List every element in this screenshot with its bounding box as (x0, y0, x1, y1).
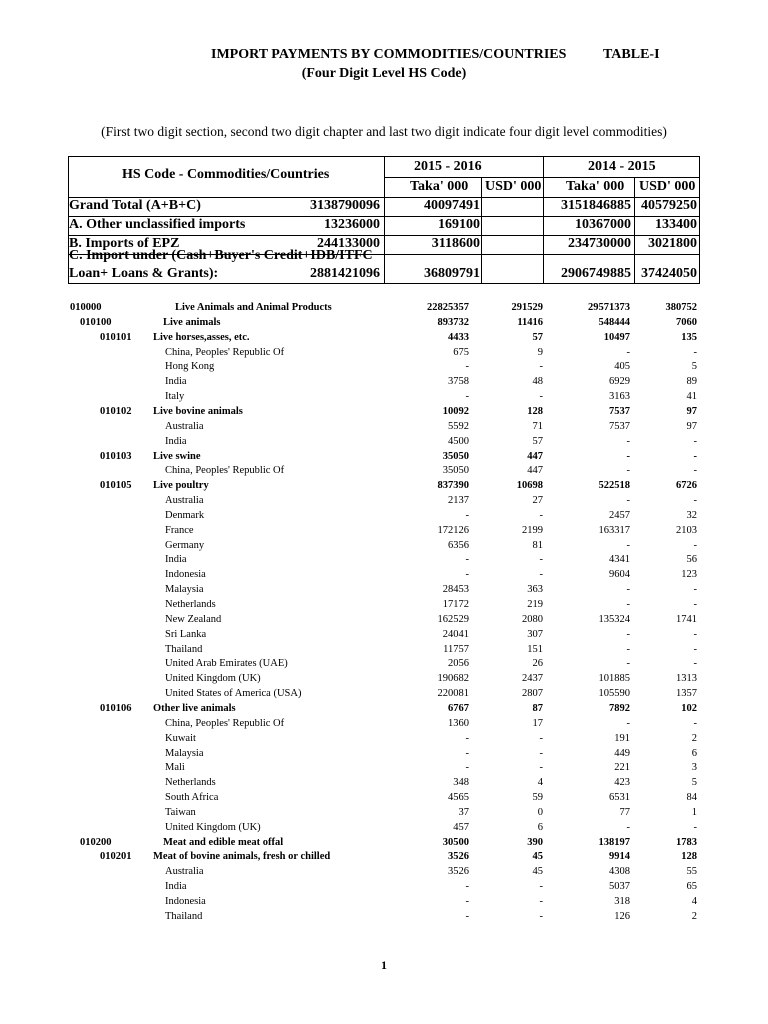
country-row (0, 359, 768, 374)
usd-2015-16: - (539, 762, 543, 774)
taka-2014-15: - (626, 584, 630, 596)
country-row (0, 775, 768, 790)
taka-2015-16: - (465, 747, 469, 759)
row-description: India (165, 376, 187, 388)
commodity-row (0, 300, 768, 315)
row-description: Netherlands (165, 777, 216, 789)
country-row (0, 538, 768, 553)
summary-row-label: Grand Total (A+B+C) (69, 198, 201, 213)
usd-2015-16: 2807 (522, 688, 543, 700)
summary-value: 36809791 (424, 266, 480, 281)
country-row (0, 419, 768, 434)
usd-2015-16: - (539, 554, 543, 566)
usd-2015-16: 26 (532, 658, 543, 670)
taka-2014-15: - (626, 450, 630, 462)
summary-value: 13236000 (324, 217, 380, 232)
summary-year2: 2014 - 2015 (588, 159, 656, 174)
row-description: Meat and edible meat offal (163, 836, 284, 848)
commodity-row (0, 449, 768, 464)
taka-2014-15: - (626, 346, 630, 358)
taka-2014-15: 7537 (609, 405, 630, 417)
usd-2015-16: 11416 (517, 316, 543, 328)
usd-2014-15: 32 (686, 509, 697, 521)
taka-2015-16: - (465, 881, 469, 893)
taka-2015-16: - (465, 896, 469, 907)
taka-2014-15: - (626, 599, 630, 610)
country-row (0, 345, 768, 360)
taka-2015-16: 28453 (442, 584, 469, 596)
country-row (0, 434, 768, 449)
country-row (0, 909, 768, 924)
usd-2014-15: 2 (691, 910, 697, 922)
summary-table (68, 156, 700, 284)
usd-2014-15: 102 (681, 702, 697, 714)
taka-2015-16: - (465, 762, 469, 774)
taka-2015-16: - (465, 391, 469, 403)
row-description: Thailand (165, 643, 203, 655)
taka-2014-15: 105590 (598, 688, 630, 700)
taka-2014-15: 3163 (609, 391, 630, 403)
usd-2014-15: - (693, 643, 697, 655)
taka-2014-15: 5037 (609, 881, 630, 893)
usd-2015-16: 2080 (522, 613, 543, 625)
row-description: Australia (165, 866, 204, 878)
usd-2015-16: 4 (537, 777, 543, 789)
commodity-row (0, 849, 768, 864)
hs-code: 010102 (100, 405, 132, 417)
usd-2015-16: 48 (532, 376, 543, 388)
row-description: Malaysia (165, 747, 204, 759)
row-description: South Africa (165, 792, 219, 804)
usd-2014-15: 65 (686, 881, 697, 893)
usd-2014-15: 7060 (676, 316, 697, 328)
hs-code: 010106 (100, 702, 132, 714)
taka-2015-16: 4433 (448, 331, 469, 343)
row-description: Live animals (163, 316, 221, 328)
taka-2015-16: 11757 (443, 643, 469, 655)
taka-2015-16: 37 (458, 806, 469, 818)
usd-2014-15: - (693, 599, 697, 610)
summary-value: 10367000 (575, 217, 631, 232)
summary-value: 3151846885 (561, 198, 631, 213)
row-description: France (165, 524, 194, 536)
usd-2015-16: 45 (532, 866, 543, 878)
usd-2014-15: - (693, 821, 697, 833)
taka-2015-16: 348 (453, 777, 469, 789)
country-row (0, 790, 768, 805)
row-description: United Kingdom (UK) (165, 673, 261, 685)
country-row (0, 879, 768, 894)
taka-2014-15: - (626, 435, 630, 447)
taka-2015-16: 35050 (442, 465, 469, 477)
taka-2015-16: 675 (453, 346, 469, 358)
usd-2014-15: - (693, 584, 697, 596)
usd-2014-15: 2103 (676, 524, 697, 536)
taka-2014-15: 29571373 (588, 302, 630, 313)
usd-2014-15: 84 (686, 792, 697, 804)
hs-code: 010201 (100, 851, 132, 863)
table-label: TABLE-I (603, 47, 660, 62)
taka-2014-15: 6929 (609, 376, 630, 388)
usd-2015-16: - (539, 896, 543, 907)
summary-value: 234730000 (568, 236, 631, 251)
row-description: Live Animals and Animal Products (175, 302, 332, 313)
row-description: New Zealand (165, 613, 222, 625)
usd-2015-16: 71 (532, 420, 543, 432)
taka-2015-16: - (465, 361, 469, 373)
country-row (0, 820, 768, 835)
row-description: Australia (165, 420, 204, 432)
usd-2015-16: 57 (532, 331, 543, 343)
taka-2015-16: 172126 (437, 524, 469, 536)
country-row (0, 671, 768, 686)
taka-2014-15: 135324 (598, 613, 630, 625)
usd-2014-15: - (693, 658, 697, 670)
summary-value: 40097491 (424, 198, 480, 213)
taka-2014-15: - (626, 628, 630, 640)
taka-2015-16: 3758 (448, 376, 469, 388)
taka-2015-16: 5592 (448, 420, 469, 432)
row-description: China, Peoples' Republic Of (165, 465, 285, 477)
usd-2014-15: 1 (691, 806, 697, 818)
row-description: Kuwait (165, 732, 196, 744)
row-description: Taiwan (165, 806, 196, 818)
row-description: Malaysia (165, 584, 204, 596)
row-description: Meat of bovine animals, fresh or chilled (153, 851, 331, 863)
summary-value: 244133000 (317, 236, 380, 251)
summary-value: 37424050 (641, 266, 697, 281)
taka-2014-15: 4341 (609, 554, 630, 566)
title-text: IMPORT PAYMENTS BY COMMODITIES/COUNTRIES (211, 47, 567, 62)
commodity-row (0, 835, 768, 850)
taka-2014-15: - (626, 465, 630, 477)
country-row (0, 686, 768, 701)
hs-code: 010101 (100, 331, 132, 343)
usd-2015-16: 151 (527, 643, 543, 655)
country-row (0, 731, 768, 746)
taka-2015-16: - (465, 910, 469, 922)
summary-row-label-cont: Loan+ Loans & Grants): (69, 266, 219, 281)
usd-2014-15: 97 (686, 420, 697, 432)
country-row (0, 642, 768, 657)
commodity-row (0, 330, 768, 345)
usd-2015-16: 390 (527, 836, 543, 848)
hs-code: 010105 (100, 480, 132, 492)
taka-2014-15: 163317 (598, 524, 630, 536)
usd-2014-15: 89 (686, 376, 697, 388)
row-description: Netherlands (165, 599, 216, 610)
taka-2015-16: 24041 (442, 628, 469, 640)
summary-row-label: C. Import under (Cash+Buyer's Credit+IDB/ITFC (69, 248, 373, 263)
country-row (0, 597, 768, 612)
summary-row-label: A. Other unclassified imports (69, 217, 246, 232)
summary-value: 2881421096 (310, 266, 380, 281)
usd-2015-16: 291529 (511, 302, 543, 313)
taka-2014-15: - (626, 821, 630, 833)
usd-2015-16: 87 (532, 702, 543, 714)
usd-2014-15: 3 (691, 762, 697, 774)
country-row (0, 760, 768, 775)
taka-2015-16: 4565 (448, 792, 469, 804)
usd-2015-16: 59 (532, 792, 543, 804)
taka-2014-15: 7537 (609, 420, 630, 432)
usd-2014-15: - (693, 435, 697, 447)
usd-2014-15: - (693, 346, 697, 358)
usd-2015-16: 17 (532, 717, 543, 729)
summary-value: 3118600 (431, 236, 480, 251)
taka-2015-16: - (465, 732, 469, 744)
usd-2015-16: - (539, 391, 543, 403)
row-description: India (165, 435, 187, 447)
usd-2015-16: 447 (527, 465, 543, 477)
row-description: Other live animals (153, 702, 236, 714)
usd-2015-16: - (539, 910, 543, 922)
taka-2014-15: 138197 (598, 836, 630, 848)
summary-unit-taka-1: Taka' 000 (410, 179, 469, 194)
row-description: Indonesia (165, 896, 206, 907)
country-row (0, 864, 768, 879)
usd-2014-15: - (693, 495, 697, 507)
usd-2014-15: - (693, 450, 697, 462)
taka-2015-16: 2056 (448, 658, 469, 670)
row-description: Hong Kong (165, 361, 215, 373)
summary-year1: 2015 - 2016 (414, 159, 482, 174)
summary-unit-taka-2: Taka' 000 (566, 179, 625, 194)
taka-2015-16: - (465, 509, 469, 521)
row-description: Italy (165, 391, 185, 403)
taka-2015-16: 893732 (437, 316, 469, 328)
taka-2015-16: 162529 (437, 613, 469, 625)
usd-2014-15: - (693, 628, 697, 640)
row-description: Germany (165, 539, 205, 551)
usd-2015-16: 81 (532, 539, 543, 551)
commodity-row (0, 315, 768, 330)
taka-2015-16: 220081 (437, 688, 469, 700)
taka-2015-16: 17172 (442, 599, 469, 610)
country-row (0, 508, 768, 523)
row-description: India (165, 554, 187, 566)
usd-2014-15: 6726 (676, 480, 697, 492)
taka-2014-15: 9914 (609, 851, 630, 863)
country-row (0, 567, 768, 582)
usd-2014-15: 6 (691, 747, 697, 759)
taka-2014-15: 10497 (603, 331, 630, 343)
usd-2015-16: 2199 (522, 524, 543, 536)
hs-code: 010000 (70, 302, 102, 313)
row-description: Thailand (165, 910, 203, 922)
taka-2014-15: 6531 (609, 792, 630, 804)
taka-2014-15: 522518 (598, 480, 630, 492)
usd-2015-16: - (539, 361, 543, 373)
usd-2014-15: 2 (691, 732, 697, 744)
taka-2015-16: 837390 (437, 480, 469, 492)
summary-unit-usd-2: USD' 000 (639, 179, 696, 194)
country-row (0, 374, 768, 389)
usd-2015-16: 128 (527, 405, 543, 417)
commodity-row (0, 701, 768, 716)
row-description: Mali (165, 762, 185, 774)
summary-row-label: B. Imports of EPZ (69, 236, 180, 251)
row-description: China, Peoples' Republic Of (165, 717, 285, 729)
taka-2014-15: - (626, 539, 630, 551)
usd-2014-15: 5 (691, 777, 697, 789)
usd-2014-15: 380752 (665, 302, 697, 313)
usd-2015-16: 27 (532, 495, 543, 507)
row-description: Indonesia (165, 569, 206, 581)
usd-2015-16: 2437 (522, 673, 543, 685)
taka-2015-16: 30500 (442, 836, 469, 848)
taka-2015-16: - (465, 569, 469, 581)
document-subtitle: (Four Digit Level HS Code) (301, 66, 467, 81)
taka-2015-16: 4500 (448, 435, 469, 447)
usd-2014-15: 128 (681, 851, 697, 863)
taka-2014-15: 318 (614, 896, 630, 907)
summary-unit-usd-1: USD' 000 (485, 179, 542, 194)
usd-2014-15: 41 (686, 391, 697, 403)
hs-code: 010103 (100, 450, 132, 462)
taka-2015-16: 3526 (448, 866, 469, 878)
usd-2014-15: 5 (691, 361, 697, 373)
country-row (0, 746, 768, 761)
country-row (0, 894, 768, 909)
hs-code: 010100 (80, 316, 112, 328)
country-row (0, 612, 768, 627)
taka-2015-16: 1360 (448, 717, 469, 729)
taka-2014-15: 9604 (609, 569, 630, 581)
taka-2014-15: 423 (614, 777, 630, 789)
taka-2015-16: 3526 (448, 851, 469, 863)
commodity-row (0, 404, 768, 419)
taka-2014-15: 548444 (598, 316, 630, 328)
usd-2014-15: 55 (686, 866, 697, 878)
row-description: Live horses,asses, etc. (153, 331, 250, 343)
usd-2014-15: 56 (686, 554, 697, 566)
taka-2014-15: 4308 (609, 866, 630, 878)
usd-2015-16: 219 (527, 599, 543, 610)
taka-2014-15: - (626, 495, 630, 507)
usd-2014-15: - (693, 717, 697, 729)
taka-2014-15: - (626, 658, 630, 670)
usd-2014-15: 135 (681, 331, 697, 343)
row-description: Sri Lanka (165, 628, 207, 640)
summary-value: 3021800 (648, 236, 697, 251)
row-description: Live swine (153, 450, 201, 462)
country-row (0, 582, 768, 597)
taka-2014-15: - (626, 717, 630, 729)
taka-2015-16: 10092 (442, 405, 469, 417)
summary-col-header: HS Code - Commodities/Countries (122, 167, 330, 182)
taka-2015-16: - (465, 554, 469, 566)
taka-2015-16: 35050 (442, 450, 469, 462)
taka-2014-15: 191 (614, 732, 630, 744)
taka-2014-15: 126 (614, 910, 630, 922)
country-row (0, 716, 768, 731)
country-row (0, 493, 768, 508)
row-description: China, Peoples' Republic Of (165, 346, 285, 358)
taka-2014-15: 2457 (609, 509, 630, 521)
usd-2014-15: 97 (686, 405, 697, 417)
usd-2014-15: 1783 (676, 836, 697, 848)
usd-2014-15: 1357 (676, 688, 697, 700)
row-description: Live poultry (153, 480, 209, 492)
usd-2014-15: 1741 (676, 613, 697, 625)
usd-2015-16: 57 (532, 435, 543, 447)
row-description: Denmark (165, 509, 205, 521)
usd-2015-16: 0 (537, 806, 543, 818)
usd-2014-15: 4 (691, 896, 697, 907)
summary-value: 133400 (655, 217, 697, 232)
row-description: United Arab Emirates (UAE) (165, 658, 288, 670)
taka-2014-15: 101885 (598, 673, 630, 685)
usd-2014-15: 1313 (676, 673, 697, 685)
taka-2014-15: 449 (614, 747, 630, 759)
taka-2014-15: 77 (619, 806, 630, 818)
usd-2015-16: - (539, 569, 543, 581)
country-row (0, 523, 768, 538)
usd-2015-16: 447 (527, 450, 543, 462)
summary-value: 169100 (438, 217, 480, 232)
usd-2015-16: 10698 (516, 480, 543, 492)
country-row (0, 463, 768, 478)
usd-2014-15: 123 (681, 569, 697, 581)
taka-2015-16: 6767 (448, 702, 469, 714)
usd-2015-16: 45 (532, 851, 543, 863)
taka-2015-16: 457 (453, 821, 469, 833)
country-row (0, 627, 768, 642)
country-row (0, 552, 768, 567)
explanatory-note: (First two digit section, second two digit chapter and last two digit indicate four digit level commodities) (101, 124, 667, 139)
row-description: India (165, 881, 187, 893)
usd-2015-16: 307 (527, 628, 543, 640)
country-row (0, 656, 768, 671)
page-number: 1 (381, 958, 387, 972)
taka-2014-15: 221 (614, 762, 630, 774)
usd-2015-16: - (539, 747, 543, 759)
country-row (0, 389, 768, 404)
commodity-row (0, 478, 768, 493)
taka-2014-15: 7892 (609, 702, 630, 714)
summary-value: 2906749885 (561, 266, 631, 281)
summary-value: 40579250 (641, 198, 697, 213)
taka-2014-15: 405 (614, 361, 630, 373)
usd-2015-16: 9 (537, 346, 543, 358)
taka-2015-16: 190682 (437, 673, 469, 685)
usd-2014-15: - (693, 465, 697, 477)
taka-2015-16: 2137 (448, 495, 469, 507)
taka-2014-15: - (626, 643, 630, 655)
usd-2015-16: - (539, 509, 543, 521)
usd-2015-16: - (539, 881, 543, 893)
usd-2015-16: - (539, 732, 543, 744)
row-description: Live bovine animals (153, 405, 243, 417)
usd-2015-16: 363 (527, 584, 543, 596)
row-description: United Kingdom (UK) (165, 821, 261, 833)
row-description: United States of America (USA) (165, 688, 302, 700)
summary-value: 3138790096 (310, 198, 380, 213)
row-description: Australia (165, 495, 204, 507)
usd-2014-15: - (693, 539, 697, 551)
country-row (0, 805, 768, 820)
taka-2015-16: 22825357 (427, 302, 469, 313)
taka-2015-16: 6356 (448, 539, 469, 551)
usd-2015-16: 6 (537, 821, 543, 833)
hs-code: 010200 (80, 836, 112, 848)
